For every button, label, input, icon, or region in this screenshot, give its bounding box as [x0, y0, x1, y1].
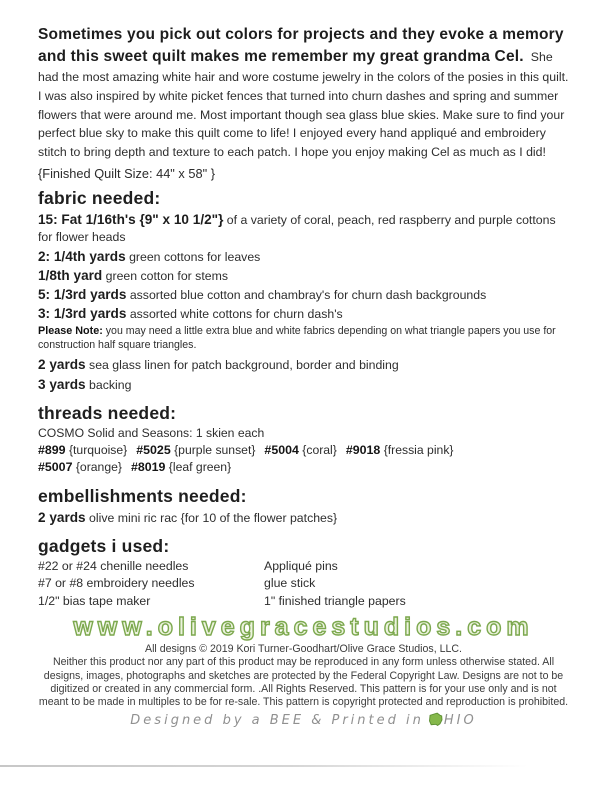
gadget-item: 1" finished triangle papers — [264, 593, 406, 608]
threads-brand-line: COSMO Solid and Seasons: 1 skien each — [38, 425, 265, 440]
fabric-item-qty: 3 yards — [38, 376, 86, 392]
footer-text: Designed by a BEE & Printed in — [130, 713, 424, 728]
fabric-item-desc: of a variety of coral, peach, red raspberry and purple cottons for flower heads — [38, 213, 556, 245]
fabric-item-qty: 2 yards — [38, 357, 86, 373]
threads-colors-line1 — [38, 442, 571, 459]
fabric-item — [38, 247, 571, 266]
fabric-item-desc: backing — [85, 377, 132, 392]
footer-ohio-text: HIO — [443, 713, 477, 728]
fabric-item-qty: 5: 1/3rd yards — [38, 286, 127, 302]
fabric-note — [38, 324, 571, 353]
thread-number: #9018 — [345, 442, 381, 457]
thread-number: #5004 — [264, 442, 299, 457]
gadget-item: #22 or #24 chenille needles — [38, 558, 189, 573]
fabric-item — [38, 285, 571, 304]
gadgets-heading: gadgets i used: — [38, 535, 170, 556]
fabric-item-desc: assorted white cottons for churn dash's — [126, 307, 343, 322]
gadget-item: #7 or #8 embroidery needles — [38, 576, 195, 591]
ohio-state-icon — [428, 711, 443, 731]
finished-quilt-size: {Finished Quilt Size: 44" x 58" } — [38, 166, 215, 182]
gadgets-columns — [38, 558, 571, 610]
page-edge-shadow — [0, 765, 528, 767]
intro-lead-text: Sometimes you pick out colors for projects and they evoke a memory and this sweet quilt makes me remember my great grandma Cel. — [38, 26, 564, 65]
copyright-line1: All designs © 2019 Kori Turner-Goodhart/Olive Grace Studios, LLC. — [145, 643, 462, 656]
fabric-item-qty: 2: 1/4th yards — [38, 248, 126, 264]
thread-number: #8019 — [130, 460, 166, 475]
fabric-item-desc: assorted blue cotton and chambray's for churn dash backgrounds — [126, 287, 487, 302]
fabric-item-qty: 1/8th yard — [38, 267, 103, 283]
fabric-item-desc: sea glass linen for patch background, border and binding — [85, 358, 399, 373]
thread-number: #5025 — [136, 442, 171, 457]
embellishment-qty: 2 yards — [38, 509, 86, 525]
embellishment-desc: olive mini ric rac {for 10 of the flower patches} — [85, 510, 338, 525]
fabric-item-qty: 15: Fat 1/16th's {9" x 10 1/2"} — [38, 212, 224, 228]
thread-name: {coral} — [298, 442, 337, 457]
intro-paragraph — [38, 24, 571, 162]
fabric-item — [38, 304, 571, 323]
gadgets-column-right — [264, 558, 406, 610]
thread-color — [131, 460, 231, 474]
thread-name: {fressia pink} — [380, 442, 454, 457]
threads-needed-heading: threads needed: — [38, 402, 177, 423]
threads-colors-line2 — [38, 459, 571, 476]
thread-color — [264, 443, 336, 457]
thread-number: #899 — [38, 442, 66, 457]
thread-name: {turquoise} — [65, 442, 128, 457]
thread-color — [38, 443, 127, 457]
copyright-block — [38, 643, 570, 710]
fabric-item — [38, 375, 571, 394]
gadget-item: 1/2" bias tape maker — [38, 593, 151, 608]
fabric-item — [38, 355, 571, 374]
thread-number: #5007 — [38, 460, 73, 475]
footer-tagline — [0, 711, 607, 731]
fabric-item — [38, 266, 571, 285]
embellishments-heading: embellishments needed: — [38, 485, 247, 506]
gadgets-column-left — [38, 558, 264, 610]
thread-name: {leaf green} — [165, 460, 232, 475]
fabric-item — [38, 210, 571, 246]
embellishment-item — [38, 508, 571, 527]
fabric-note-text: you may need a little extra blue and white fabrics depending on what triangle papers you use for construction half square triangles. — [38, 325, 556, 352]
intro-body-text: She had the most amazing white hair and wore costume jewelry in the colors of the posies in this quilt. I was also inspired by white picket fences that turned into churn dashes and spring and summer flowers that were around me. Most important though sea glass blue skies. Make sure to find your perfect blue sky to make this quilt come to life! I enjoyed every hand appliqué and embroidery stitch to bring depth and texture to each patch. I hope you enjoy making Cel as much as I did! — [38, 50, 569, 160]
fabric-note-label: Please Note: — [38, 325, 103, 338]
copyright-body: Neither this product nor any part of this product may be reproduced in any form unless otherwise stated. All designs, images, photographs and sketches are protected by the Federal Copyright Law. Designs are not to be digitized or created in any commercial form. .All Rights Reserved. This pattern is for your use only and is not meant to be made in multiples to be for re-sale. This pattern is copyright protected and reproduction is prohibited. — [38, 656, 569, 709]
fabric-needed-heading: fabric needed: — [38, 188, 161, 209]
thread-color — [346, 443, 454, 457]
fabric-item-desc: green cottons for leaves — [125, 249, 261, 264]
thread-name: {orange} — [72, 460, 122, 475]
thread-name: {purple sunset} — [170, 442, 256, 457]
thread-color — [136, 443, 255, 457]
gadget-item: Appliqué pins — [264, 558, 338, 573]
website-url: www.olivegracestudios.com — [73, 613, 534, 642]
fabric-item-desc: green cotton for stems — [102, 268, 228, 283]
gadget-item: glue stick — [264, 576, 316, 591]
thread-color — [38, 460, 122, 474]
fabric-item-qty: 3: 1/3rd yards — [38, 306, 127, 322]
